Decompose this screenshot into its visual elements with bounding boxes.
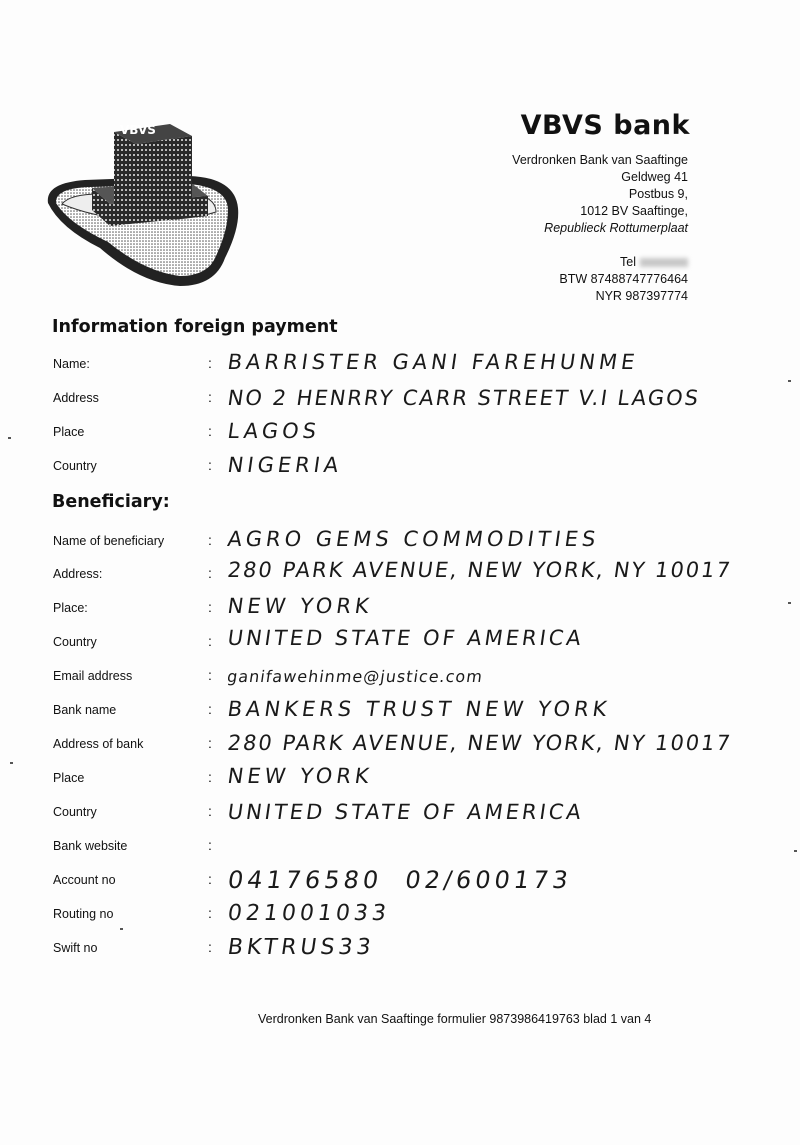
payment-address-label: Address <box>53 391 99 405</box>
beneficiary-heading: Beneficiary: <box>52 492 170 512</box>
payment-place-label: Place <box>53 425 85 439</box>
telephone-label: Tel <box>620 255 636 269</box>
bank-btw: BTW 87488747776464 <box>559 272 688 286</box>
colon: : <box>208 837 212 853</box>
beneficiary-country-value[interactable]: UNITED STATE OF AMERICA <box>226 626 586 650</box>
scan-speck <box>794 850 797 852</box>
payment-country-label: Country <box>53 459 97 473</box>
bank-address-value[interactable]: 280 PARK AVENUE, NEW YORK, NY 10017 <box>226 731 734 755</box>
colon: : <box>208 457 212 473</box>
bank-name-label: Bank name <box>53 703 117 717</box>
payment-country-value[interactable]: NIGERIA <box>226 453 344 477</box>
bank-website-label: Bank website <box>53 839 128 853</box>
colon: : <box>208 565 212 581</box>
bank-country-value[interactable]: UNITED STATE OF AMERICA <box>226 800 586 824</box>
colon: : <box>208 667 212 683</box>
colon: : <box>208 389 212 405</box>
bank-address-line-3: Postbus 9, <box>628 187 688 201</box>
colon: : <box>208 803 212 819</box>
scan-speck <box>10 762 13 764</box>
colon: : <box>208 423 212 439</box>
payment-place-value[interactable]: LAGOS <box>226 419 322 443</box>
beneficiary-name-label: Name of beneficiary <box>53 534 165 548</box>
swift-no-label: Swift no <box>53 941 98 955</box>
beneficiary-place-value[interactable]: NEW YORK <box>226 594 375 618</box>
bank-nyr: NYR 987397774 <box>595 289 688 303</box>
routing-no-value[interactable]: 021001033 <box>226 901 392 926</box>
routing-no-label: Routing no <box>53 907 114 921</box>
form-footer: Verdronken Bank van Saaftinge formulier 9873986419763 blad 1 van 4 <box>258 1012 652 1026</box>
bank-name: VBVS bank <box>520 110 690 141</box>
bank-country-label: Country <box>53 805 97 819</box>
bank-address-line-4: 1012 BV Saaftinge, <box>580 204 688 218</box>
bank-place-value[interactable]: NEW YORK <box>226 764 375 788</box>
swift-no-value[interactable]: BKTRUS33 <box>226 935 377 960</box>
colon: : <box>208 599 212 615</box>
bank-telephone <box>440 254 688 271</box>
beneficiary-name-value[interactable]: AGRO GEMS COMMODITIES <box>226 527 602 551</box>
payment-name-label: Name: <box>53 357 90 371</box>
bank-address-line-1: Verdronken Bank van Saaftinge <box>512 153 688 167</box>
email-address-label: Email address <box>53 669 133 683</box>
colon: : <box>208 905 212 921</box>
account-no-value[interactable]: 04176580 02/600173 <box>226 866 574 894</box>
telephone-redacted <box>640 258 688 267</box>
colon: : <box>208 633 212 649</box>
payment-heading: Information foreign payment <box>52 317 338 337</box>
logo-text: VBVS <box>120 123 156 137</box>
beneficiary-address-value[interactable]: 280 PARK AVENUE, NEW YORK, NY 10017 <box>226 558 734 582</box>
colon: : <box>208 769 212 785</box>
bank-building-logo <box>40 108 250 293</box>
colon: : <box>208 355 212 371</box>
payment-address-value[interactable]: NO 2 HENRRY CARR STREET V.I LAGOS <box>226 386 702 410</box>
bank-place-label: Place <box>53 771 85 785</box>
scan-speck <box>120 928 123 930</box>
bank-address-label: Address of bank <box>53 737 144 751</box>
bank-region: Republieck Rottumerplaat <box>544 221 688 235</box>
colon: : <box>208 735 212 751</box>
colon: : <box>208 871 212 887</box>
bank-name-value[interactable]: BANKERS TRUST NEW YORK <box>226 697 613 721</box>
colon: : <box>208 532 212 548</box>
beneficiary-country-label: Country <box>53 635 97 649</box>
colon: : <box>208 939 212 955</box>
scan-speck <box>788 380 791 382</box>
beneficiary-address-label: Address: <box>53 567 103 581</box>
beneficiary-place-label: Place: <box>53 601 88 615</box>
scan-speck <box>8 437 11 439</box>
bank-address-line-2: Geldweg 41 <box>621 170 688 184</box>
payment-name-value[interactable]: BARRISTER GANI FAREHUNME <box>226 350 641 374</box>
email-address-value[interactable]: ganifawehinme@justice.com <box>226 667 485 686</box>
colon: : <box>208 701 212 717</box>
account-no-label: Account no <box>53 873 116 887</box>
scan-speck <box>788 602 791 604</box>
